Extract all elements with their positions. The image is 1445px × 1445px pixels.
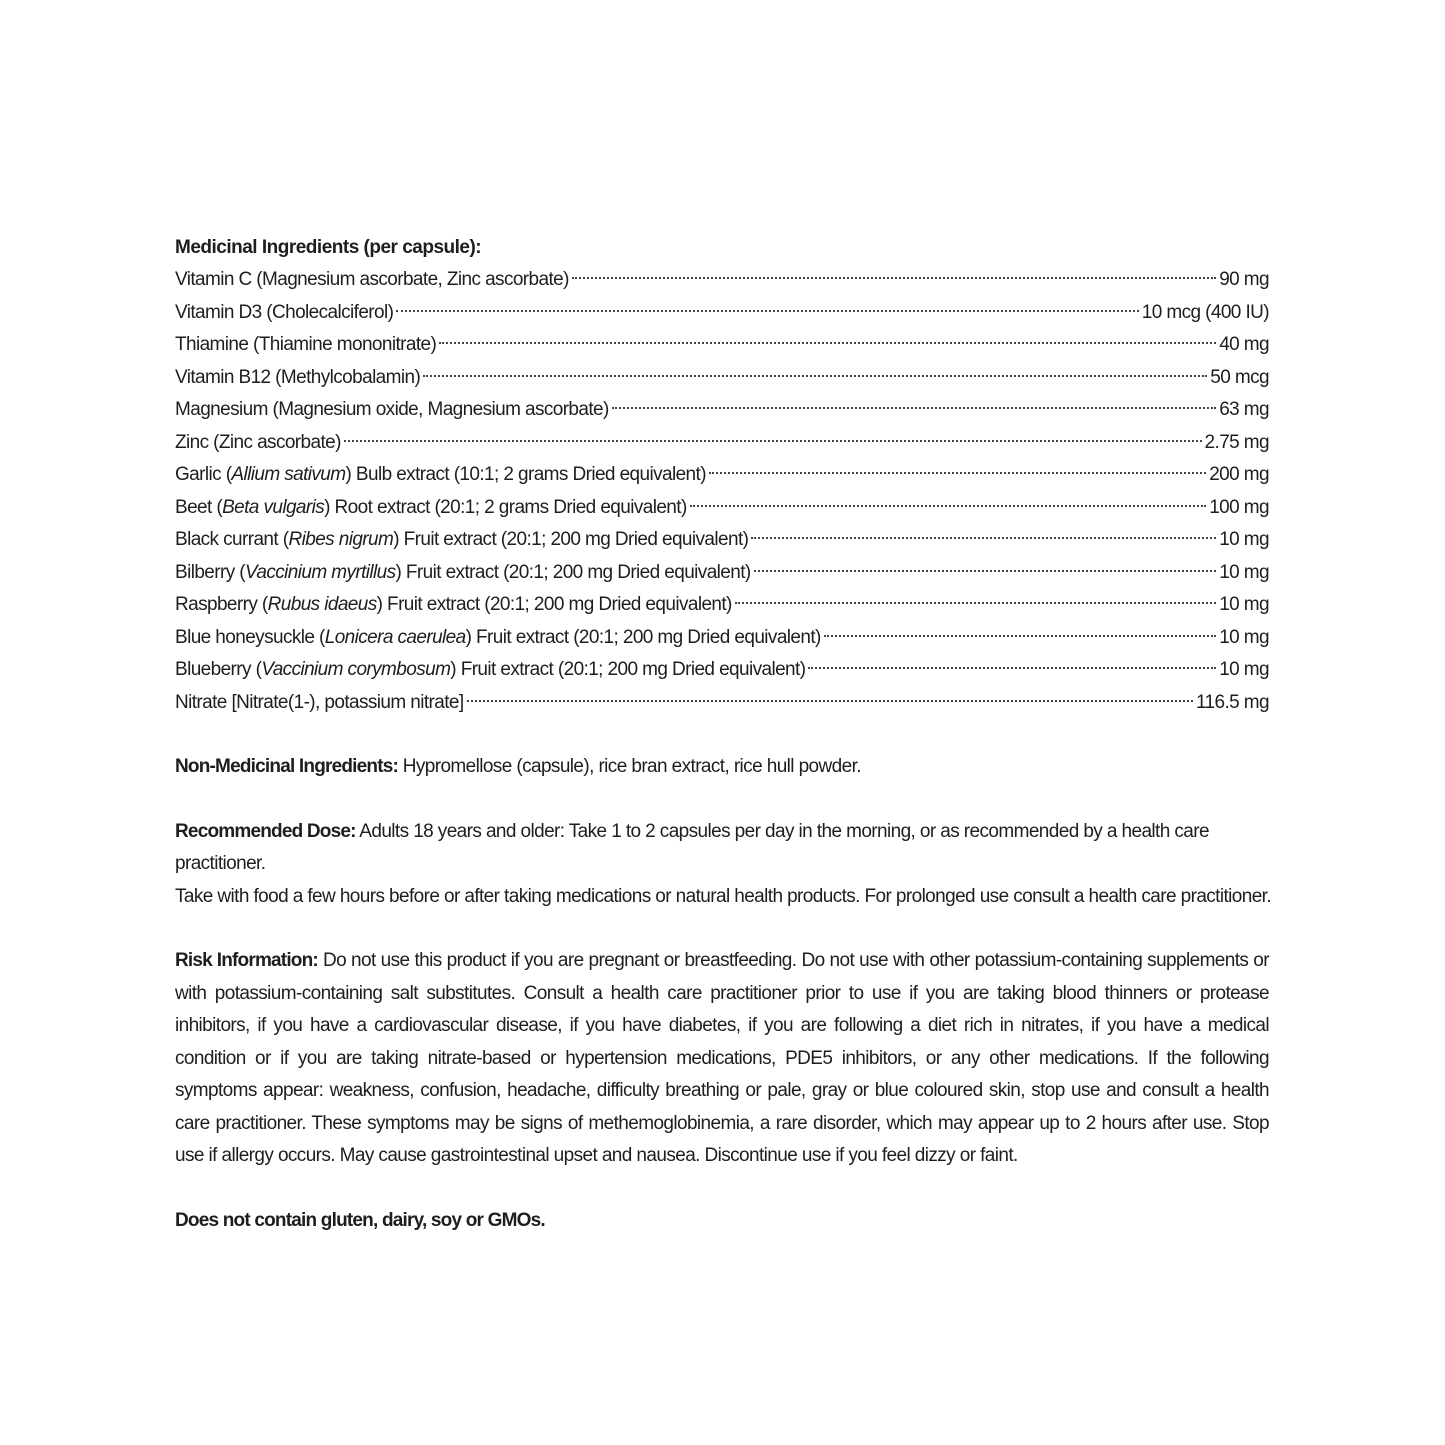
ingredient-latin-name: Allium sativum (231, 464, 346, 485)
ingredient-name-suffix: ) Fruit extract (20:1; 200 mg Dried equivalent) (376, 594, 732, 615)
ingredient-name-text: Zinc (Zinc ascorbate) (175, 431, 341, 453)
ingredient-row (175, 264, 1269, 297)
ingredient-name (175, 687, 464, 720)
ingredient-name-suffix: ) Fruit extract (20:1; 200 mg Dried equivalent) (465, 626, 821, 648)
ingredient-name (175, 654, 805, 687)
ingredient-latin-name: Ribes nigrum (288, 529, 394, 550)
ingredient-latin-name: Lonicera caerulea (324, 626, 466, 648)
dot-leader (808, 667, 1216, 669)
medicinal-ingredients-heading: Medicinal Ingredients (per capsule): (175, 237, 482, 258)
ingredient-name-suffix: ) Fruit extract (20:1; 200 mg Dried equivalent) (395, 561, 751, 583)
dot-leader (423, 375, 1207, 377)
ingredient-row (175, 459, 1269, 492)
non-medicinal-label: Non-Medicinal Ingredients: (175, 756, 399, 777)
dot-leader (754, 570, 1217, 572)
ingredient-row (175, 362, 1269, 395)
ingredient-name-suffix: ) Bulb extract (10:1; 2 grams Dried equivalent) (345, 464, 706, 485)
ingredient-name (175, 329, 436, 362)
ingredient-name-suffix: ) Root extract (20:1; 2 grams Dried equivalent) (324, 496, 687, 518)
dot-leader (612, 407, 1216, 409)
dot-leader (824, 635, 1216, 637)
ingredient-row (175, 524, 1269, 557)
ingredient-row (175, 654, 1269, 687)
ingredient-amount: 10 mg (1219, 594, 1269, 615)
ingredient-row (175, 329, 1269, 362)
ingredient-amount: 50 mcg (1210, 366, 1269, 388)
ingredient-name (175, 589, 732, 622)
ingredient-amount: 100 mg (1209, 496, 1269, 518)
ingredient-name-text: Vitamin D3 (Cholecalciferol) (175, 301, 394, 323)
recommended-dose-line-1: Adults 18 years and older: Take 1 to 2 capsules per day in the morning, or as recommended by a health care practitioner. (175, 820, 1209, 874)
dot-leader (344, 440, 1202, 442)
ingredient-name (175, 492, 687, 525)
ingredient-latin-name: Vaccinium myrtillus (245, 561, 396, 583)
ingredient-name (175, 557, 751, 590)
ingredient-row (175, 622, 1269, 655)
dot-leader (439, 342, 1216, 344)
ingredient-amount: 10 mcg (400 IU) (1141, 301, 1269, 323)
ingredient-name-suffix: ) Fruit extract (20:1; 200 mg Dried equivalent) (393, 529, 749, 550)
ingredient-amount: 40 mg (1219, 334, 1269, 355)
ingredient-row (175, 394, 1269, 427)
non-medicinal-ingredients (175, 751, 1275, 784)
risk-information-text: Do not use this product if you are pregnant or breastfeeding. Do not use with other potassium-containing supplements or with potassium-containing salt substitutes. Consult a health care practitioner prior to use if you are taking blood thinners or protease inhibitors, if you have a cardiovascular disease, if you have diabetes, if you are following a diet rich in nitrates, if you have a medical condition or if you are taking nitrate-based or hypertension medications, PDE5 inhibitors, or any other medications. If the following symptoms appear: weakness, confusion, headache, difficulty breathing or pale, gray or blue coloured skin, stop use and consult a health care practitioner. These symptoms may be signs of methemoglobinemia, a rare disorder, which may appear up to 2 hours after use. Stop use if allergy occurs. May cause gastrointestinal upset and nausea. Discontinue use if you feel dizzy or faint. (175, 950, 1269, 1166)
ingredient-amount: 10 mg (1219, 626, 1269, 648)
ingredient-name-text: Raspberry ( (175, 594, 268, 615)
medicinal-ingredients-list (175, 264, 1269, 719)
ingredient-name (175, 297, 393, 330)
ingredient-name (175, 427, 341, 460)
ingredient-name-text: Black currant ( (175, 529, 289, 550)
dot-leader (467, 700, 1193, 702)
ingredient-name (175, 622, 821, 655)
ingredient-latin-name: Beta vulgaris (222, 496, 325, 518)
ingredient-amount: 200 mg (1209, 464, 1269, 485)
ingredient-name-text: Magnesium (Magnesium oxide, Magnesium ascorbate) (175, 399, 609, 420)
ingredient-name-suffix: ) Fruit extract (20:1; 200 mg Dried equivalent) (450, 659, 806, 680)
dot-leader (396, 310, 1138, 312)
ingredient-name-text: Bilberry ( (175, 561, 246, 583)
ingredient-amount: 10 mg (1219, 561, 1269, 583)
dot-leader (572, 277, 1216, 279)
dot-leader (690, 505, 1207, 507)
dot-leader (709, 472, 1206, 474)
dot-leader (735, 602, 1216, 604)
ingredient-amount: 2.75 mg (1204, 431, 1269, 453)
non-medicinal-text: Hypromellose (capsule), rice bran extract, rice hull powder. (398, 756, 861, 777)
ingredient-name (175, 459, 706, 492)
ingredient-name-text: Thiamine (Thiamine mononitrate) (175, 334, 437, 355)
ingredient-row (175, 557, 1269, 590)
ingredient-name (175, 394, 609, 427)
ingredient-amount: 10 mg (1219, 659, 1269, 680)
recommended-dose-label: Recommended Dose: (175, 820, 356, 842)
risk-information-label: Risk Information: (175, 950, 318, 971)
ingredient-name (175, 362, 420, 395)
ingredient-row (175, 427, 1269, 460)
ingredient-name (175, 264, 569, 297)
risk-information (175, 945, 1269, 1173)
allergen-statement: Does not contain gluten, dairy, soy or GMOs. (175, 1209, 545, 1231)
ingredient-amount: 10 mg (1219, 529, 1269, 550)
ingredient-latin-name: Rubus idaeus (267, 594, 377, 615)
ingredient-row (175, 589, 1269, 622)
ingredient-name-text: Garlic ( (175, 464, 232, 485)
ingredient-row (175, 687, 1269, 720)
recommended-dose-line-2: Take with food a few hours before or after taking medications or natural health products. For prolonged use consult a health care practitioner. (175, 885, 1272, 907)
ingredient-row (175, 492, 1269, 525)
ingredient-amount: 90 mg (1219, 269, 1269, 290)
ingredient-amount: 63 mg (1219, 399, 1269, 420)
ingredient-name-text: Blueberry ( (175, 659, 262, 680)
ingredient-name (175, 524, 748, 557)
dot-leader (751, 537, 1216, 539)
ingredient-row (175, 297, 1269, 330)
ingredient-name-text: Beet ( (175, 496, 223, 518)
ingredient-latin-name: Vaccinium corymbosum (261, 659, 451, 680)
ingredient-name-text: Vitamin C (Magnesium ascorbate, Zinc ascorbate) (175, 269, 569, 290)
ingredient-name-text: Nitrate [Nitrate(1-), potassium nitrate] (175, 691, 464, 713)
ingredient-name-text: Blue honeysuckle ( (175, 626, 325, 648)
product-label-text (175, 232, 1275, 1237)
ingredient-amount: 116.5 mg (1195, 691, 1269, 713)
ingredient-name-text: Vitamin B12 (Methylcobalamin) (175, 366, 421, 388)
recommended-dose (175, 816, 1275, 914)
